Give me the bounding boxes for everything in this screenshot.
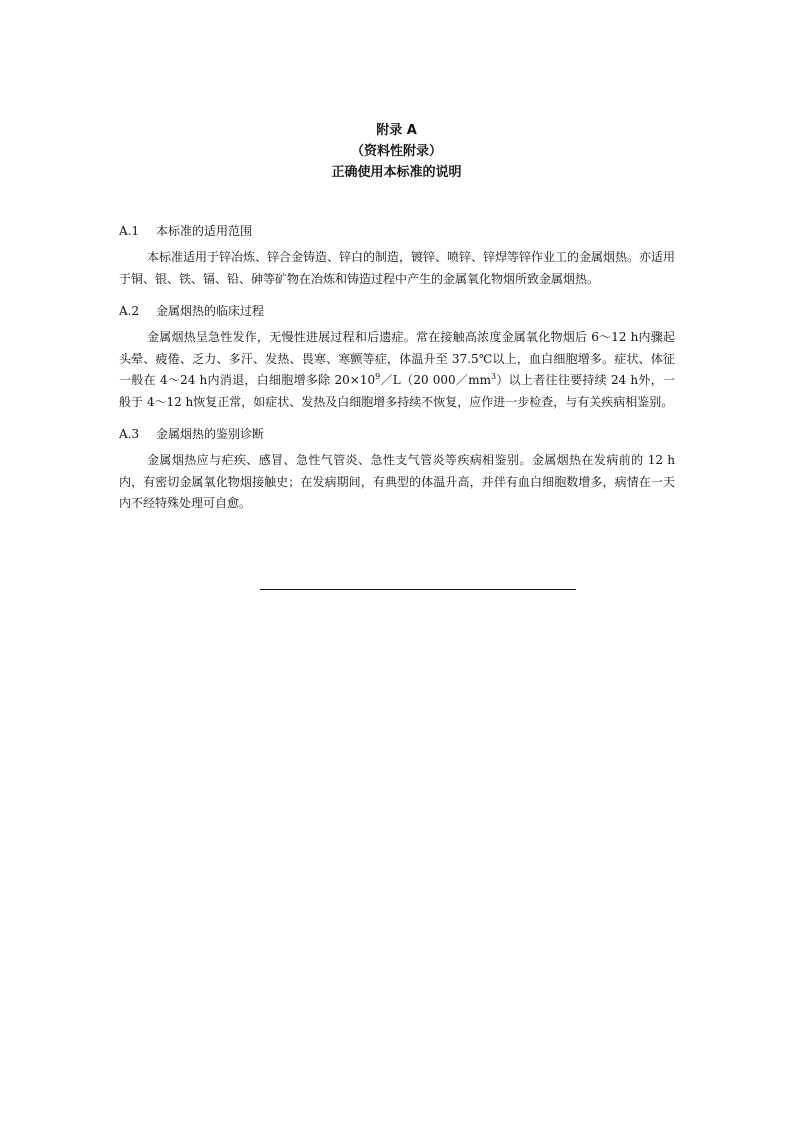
section-title: 本标准的适用范围 xyxy=(156,224,253,238)
appendix-type: （资料性附录） xyxy=(350,144,442,159)
end-divider xyxy=(260,589,576,590)
appendix-header xyxy=(0,120,793,183)
section-number: A.3 xyxy=(119,427,140,441)
section-heading xyxy=(119,222,675,240)
section-paragraph: 金属烟热应与疟疾、感冒、急性气管炎、急性支气管炎等疾病相鉴别。金属烟热在发病前的 12 h 内，有密切金属氧化物烟接触史；在发病期间，有典型的体温升高，并伴有血白细胞数增多，病情在一天内不经特殊处理可自愈。 xyxy=(119,453,675,510)
section-number: A.2 xyxy=(119,304,140,318)
appendix-title: 正确使用本标准的说明 xyxy=(331,165,462,180)
section-a2 xyxy=(119,302,675,413)
section-a3 xyxy=(119,425,675,515)
paragraph-text: 金属烟热呈急性发作，无慢性进展过程和后遗症。常在接触高浓度金属氧化物烟后 6～12 h内骤起头晕、疲倦、乏力、多汗、发热、畏寒、寒颤等症，体温升至 37.5℃以上，血白细胞增多。症状、体征一般在 4～24 h内消退，白细胞增多除 20×10 xyxy=(119,330,675,387)
section-heading xyxy=(119,302,675,320)
appendix-body xyxy=(119,222,675,527)
superscript-exponent: 9 xyxy=(375,372,381,381)
section-heading xyxy=(119,425,675,443)
section-number: A.1 xyxy=(119,224,140,238)
superscript-exponent: 3 xyxy=(490,372,497,381)
section-title: 金属烟热的临床过程 xyxy=(156,304,265,318)
section-a1 xyxy=(119,222,675,290)
paragraph-text: ）以上者往往要持续 24 h外，一般于 4～12 h恢复正常，如症状、发热及白细胞增多持续不恢复，应作进一步检查，与有关疾病相鉴别。 xyxy=(119,373,676,409)
paragraph-text: ／L（20 000／mm xyxy=(380,373,491,387)
section-paragraph xyxy=(119,327,675,413)
appendix-label: 附录 A xyxy=(376,123,417,138)
section-title: 金属烟热的鉴别诊断 xyxy=(156,427,265,441)
section-paragraph: 本标准适用于锌冶炼、锌合金铸造、锌白的制造，镀锌、喷锌、锌焊等锌作业工的金属烟热。亦适用于铜、银、铁、镉、铅、砷等矿物在冶炼和铸造过程中产生的金属氧化物烟所致金属烟热。 xyxy=(119,250,676,286)
